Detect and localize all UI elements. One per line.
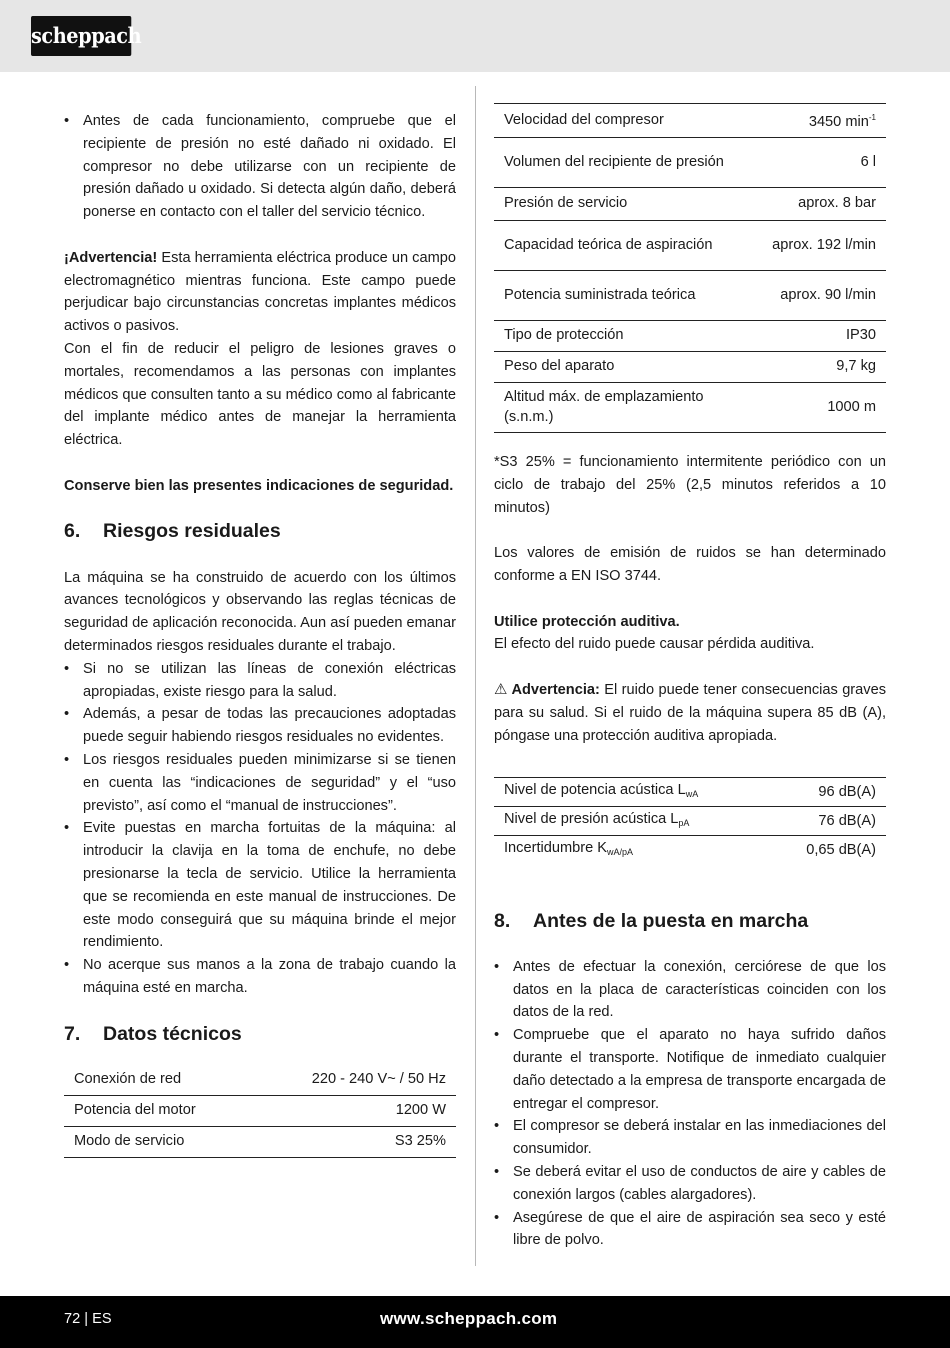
- noise-warning-paragraph: ⚠ Advertencia: El ruido puede tener consecuencias graves para su salud. Si el ruido de la máquina supera 85 dB (A), póngase una protección auditiva apropiada.: [494, 680, 886, 744]
- page-header: [0, 0, 950, 72]
- spec-table: [494, 103, 886, 433]
- noise-table: [494, 777, 886, 866]
- section-6-intro: La máquina se ha construido de acuerdo con los últimos avances tecnológicos y observando las reglas técnicas de seguridad de aplicación reconocida. Aun así pueden emanar determinados riesgos residuales durante el trabajo.: [64, 569, 456, 654]
- table-row: Presión de servicio aprox. 8 bar: [494, 188, 886, 221]
- section-8-bullets: [494, 956, 886, 1252]
- scheppach-logo: scheppach: [31, 16, 131, 56]
- keep-notes-note: Conserve bien las presentes indicaciones de seguridad.: [64, 477, 454, 494]
- list-item: • Antes de cada funcionamiento, compruebe que el recipiente de presión no esté dañado ni oxidado. El compresor no debe utilizarse con un recipiente de presión dañado u oxidado. Si detecta algún daño, deberá ponerse en contacto con el taller del servicio técnico.: [64, 110, 456, 224]
- table-row: Capacidad teórica de aspiración aprox. 192 l/min: [494, 221, 886, 271]
- noise-emission-note: Los valores de emisión de ruidos se han determinado conforme a EN ISO 3744.: [494, 545, 886, 584]
- table-row: Potencia del motor 1200 W: [64, 1096, 456, 1127]
- table-row: Tipo de protección IP30: [494, 321, 886, 352]
- list-item: • Compruebe que el aparato no haya sufrido daños durante el transporte. Notifique de inmediato cualquier daño detectado a la empresa de transporte encargada de entregar el compresor.: [494, 1024, 886, 1115]
- website-link[interactable]: www.scheppach.com: [380, 1309, 558, 1328]
- section-7-heading: 7. Datos técnicos: [64, 1022, 242, 1045]
- section-8-heading: 8. Antes de la puesta en marcha: [494, 909, 809, 932]
- warning-text: Esta herramienta eléctrica produce un campo electromagnético mientras funciona. Este campo puede perjudicar bajo circunstancias concretas implantes médicos activos o pasivos.: [64, 249, 456, 335]
- table-row: Peso del aparato 9,7 kg: [494, 352, 886, 383]
- warning-label: ¡Advertencia!: [64, 249, 158, 266]
- s3-footnote: *S3 25% = funcionamiento intermitente periódico con un ciclo de trabajo del 25% (2,5 minutos referidos a 10 minutos): [494, 454, 886, 516]
- list-item: • Además, a pesar de todas las precauciones adoptadas puede seguir habiendo riesgos residuales no evidentes.: [64, 703, 456, 749]
- table-row: Nivel de presión acústica $L_{pA}$ 76 dB(A): [494, 807, 886, 836]
- page-footer: [0, 1296, 950, 1348]
- list-item: • Evite puestas en marcha fortuitas de la máquina: al introducir la clavija en la toma de enchufe, no debe presionarse la tecla de servicio. Utilice la herramienta que se recomienda en este manual de instrucciones. De este modo conseguirá que su máquina brinde el mejor rendimiento.: [64, 817, 456, 954]
- list-item: • El compresor se deberá instalar en las inmediaciones del consumidor.: [494, 1115, 886, 1161]
- section-6-bullets: [64, 658, 456, 1000]
- table-row: Conexión de red 220 - 240 V~ / 50 Hz: [64, 1065, 456, 1096]
- list-item: • Si no se utilizan las líneas de conexión eléctricas apropiadas, existe riesgo para la salud.: [64, 658, 456, 704]
- list-item: • Se deberá evitar el uso de conductos de aire y cables de conexión largos (cables alargadores).: [494, 1161, 886, 1207]
- right-column: [494, 103, 886, 1252]
- table-row: Nivel de potencia acústica $L_{wA}$ 96 dB(A): [494, 778, 886, 807]
- list-item: • No acerque sus manos a la zona de trabajo cuando la máquina esté en marcha.: [64, 954, 456, 1000]
- em-warning-paragraph-2: Con el fin de reducir el peligro de lesiones graves o mortales, recomendamos a las personas con implantes médicos que consulten tanto a su médico como al fabricante del implante médico antes de manejar la herramienta eléctrica.: [64, 340, 456, 449]
- ear-protection-label: Utilice protección auditiva.: [494, 613, 680, 630]
- em-warning-paragraph: [64, 247, 456, 338]
- left-column: [64, 110, 456, 1158]
- table-row: Incertidumbre $K_{wA/pA}$ 0,65 dB(A): [504, 840, 876, 859]
- ear-protection-text: El efecto del ruido puede causar pérdida auditiva.: [494, 636, 815, 653]
- table-row: Modo de servicio S3 25%: [64, 1127, 456, 1158]
- table-row: Volumen del recipiente de presión 6 l: [494, 138, 886, 188]
- column-divider: [475, 86, 476, 1266]
- noise-warning-label: Advertencia:: [511, 681, 600, 698]
- list-item: • Antes de efectuar la conexión, cerciórese de que los datos en la placa de características coinciden con los datos de la red.: [494, 956, 886, 1024]
- tech-data-table: [64, 1065, 456, 1159]
- table-row: Velocidad del compresor 3450 $\min^{-1}$: [494, 104, 886, 138]
- table-row: Altitud máx. de emplazamiento (s.n.m.) 1000 m: [494, 383, 886, 433]
- section-6-heading: 6. Riesgos residuales: [64, 519, 281, 542]
- warning-triangle-icon: ⚠: [494, 680, 508, 698]
- list-item: • Asegúrese de que el aire de aspiración sea seco y esté libre de polvo.: [494, 1207, 886, 1253]
- table-row: Potencia suministrada teórica aprox. 90 l/min: [494, 271, 886, 321]
- page-number: 72 | ES: [64, 1311, 112, 1327]
- list-item: • Los riesgos residuales pueden minimizarse si se tienen en cuenta las “indicaciones de seguridad” y el “uso previsto”, así como el “manual de instrucciones”.: [64, 749, 456, 817]
